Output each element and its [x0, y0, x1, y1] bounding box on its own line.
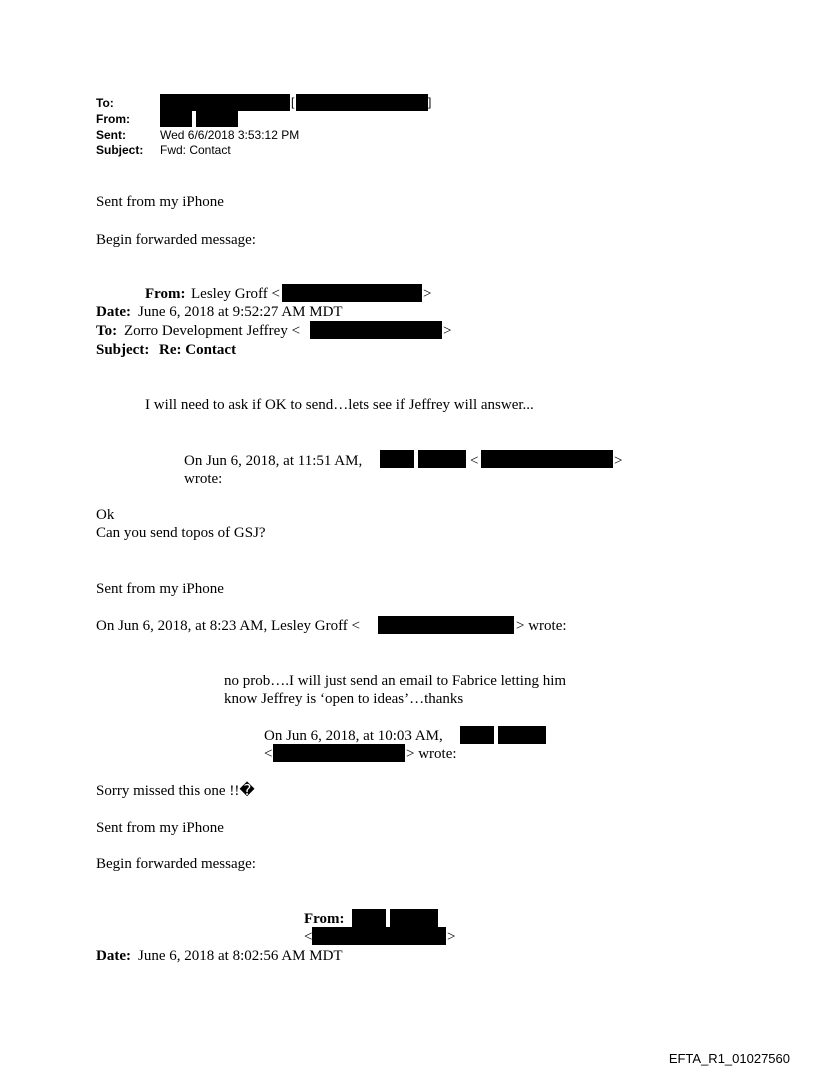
need-to-ask-line: I will need to ask if OK to send…lets see if Jeffrey will answer...: [145, 397, 534, 413]
quote1-lt: <: [470, 453, 479, 469]
sorry-missed-line: Sorry missed this one !!�: [96, 783, 255, 799]
fwd1-from-label: From:: [145, 286, 186, 302]
fwd1-date-label: Date:: [96, 304, 131, 320]
redaction-to-name: [160, 94, 290, 111]
ok-line: Ok: [96, 507, 115, 523]
sent-label: Sent:: [96, 128, 126, 142]
subject-value: Fwd: Contact: [160, 143, 231, 157]
sent-value: Wed 6/6/2018 3:53:12 PM: [160, 128, 300, 142]
redaction-from-first: [160, 111, 192, 127]
quote1-line2: wrote:: [184, 471, 223, 487]
to-bracket-close: ]: [428, 95, 432, 109]
noprob-line1: no prob….I will just send an email to Fabrice letting him: [224, 673, 567, 689]
fwd1-date-value: June 6, 2018 at 9:52:27 AM MDT: [138, 304, 343, 320]
quote2-prefix: On Jun 6, 2018, at 8:23 AM, Lesley Groff <: [96, 618, 360, 634]
to-label: To:: [96, 96, 114, 110]
fwd2-gt: >: [447, 929, 456, 945]
sent-from-iphone-3: Sent from my iPhone: [96, 820, 224, 836]
fwd1-from-value: Lesley Groff <: [191, 286, 280, 302]
redaction-quote3-email: [273, 744, 405, 762]
redaction-fwd2-first: [352, 909, 386, 927]
redaction-fwd2-email: [312, 927, 446, 945]
redaction-quote3-first: [460, 726, 494, 744]
fwd1-to-value: Zorro Development Jeffrey <: [124, 323, 301, 339]
quote3-line1: On Jun 6, 2018, at 10:03 AM,: [264, 728, 443, 744]
redaction-quote1-email: [481, 450, 613, 468]
topos-line: Can you send topos of GSJ?: [96, 525, 266, 541]
redaction-fwd1-from-email: [282, 284, 422, 302]
redaction-quote1-last: [418, 450, 466, 468]
redaction-fwd2-last: [390, 909, 438, 927]
begin-forwarded-1: Begin forwarded message:: [96, 232, 256, 248]
noprob-line2: know Jeffrey is ‘open to ideas’…thanks: [224, 691, 464, 707]
quote3-lt: <: [264, 746, 273, 762]
fwd2-from-label: From:: [304, 911, 345, 927]
fwd1-subject-value: Re: Contact: [159, 342, 237, 358]
fwd2-date-label: Date:: [96, 948, 131, 964]
redaction-to-address: [296, 94, 428, 111]
redaction-fwd1-to-email: [310, 321, 442, 339]
redaction-quote3-last: [498, 726, 546, 744]
redaction-quote2-email: [378, 616, 514, 634]
bates-number: EFTA_R1_01027560: [668, 1051, 790, 1066]
quote2-suffix: > wrote:: [516, 618, 567, 634]
fwd1-from-close: >: [423, 286, 432, 302]
fwd1-to-label: To:: [96, 323, 118, 339]
sent-from-iphone-1: Sent from my iPhone: [96, 194, 224, 210]
fwd2-date-value: June 6, 2018 at 8:02:56 AM MDT: [138, 948, 343, 964]
fwd1-to-close: >: [443, 323, 452, 339]
from-label: From:: [96, 112, 130, 126]
to-bracket-open: [: [291, 95, 295, 109]
quote1-line1: On Jun 6, 2018, at 11:51 AM,: [184, 453, 363, 469]
redaction-from-last: [196, 111, 238, 127]
redaction-quote1-first: [380, 450, 414, 468]
quote3-suffix: > wrote:: [406, 746, 457, 762]
sent-from-iphone-2: Sent from my iPhone: [96, 581, 224, 597]
fwd2-lt: <: [304, 929, 313, 945]
begin-forwarded-2: Begin forwarded message:: [96, 856, 256, 872]
fwd1-subject-label: Subject:: [96, 342, 150, 358]
quote1-gt: >: [614, 453, 623, 469]
subject-label: Subject:: [96, 143, 144, 157]
